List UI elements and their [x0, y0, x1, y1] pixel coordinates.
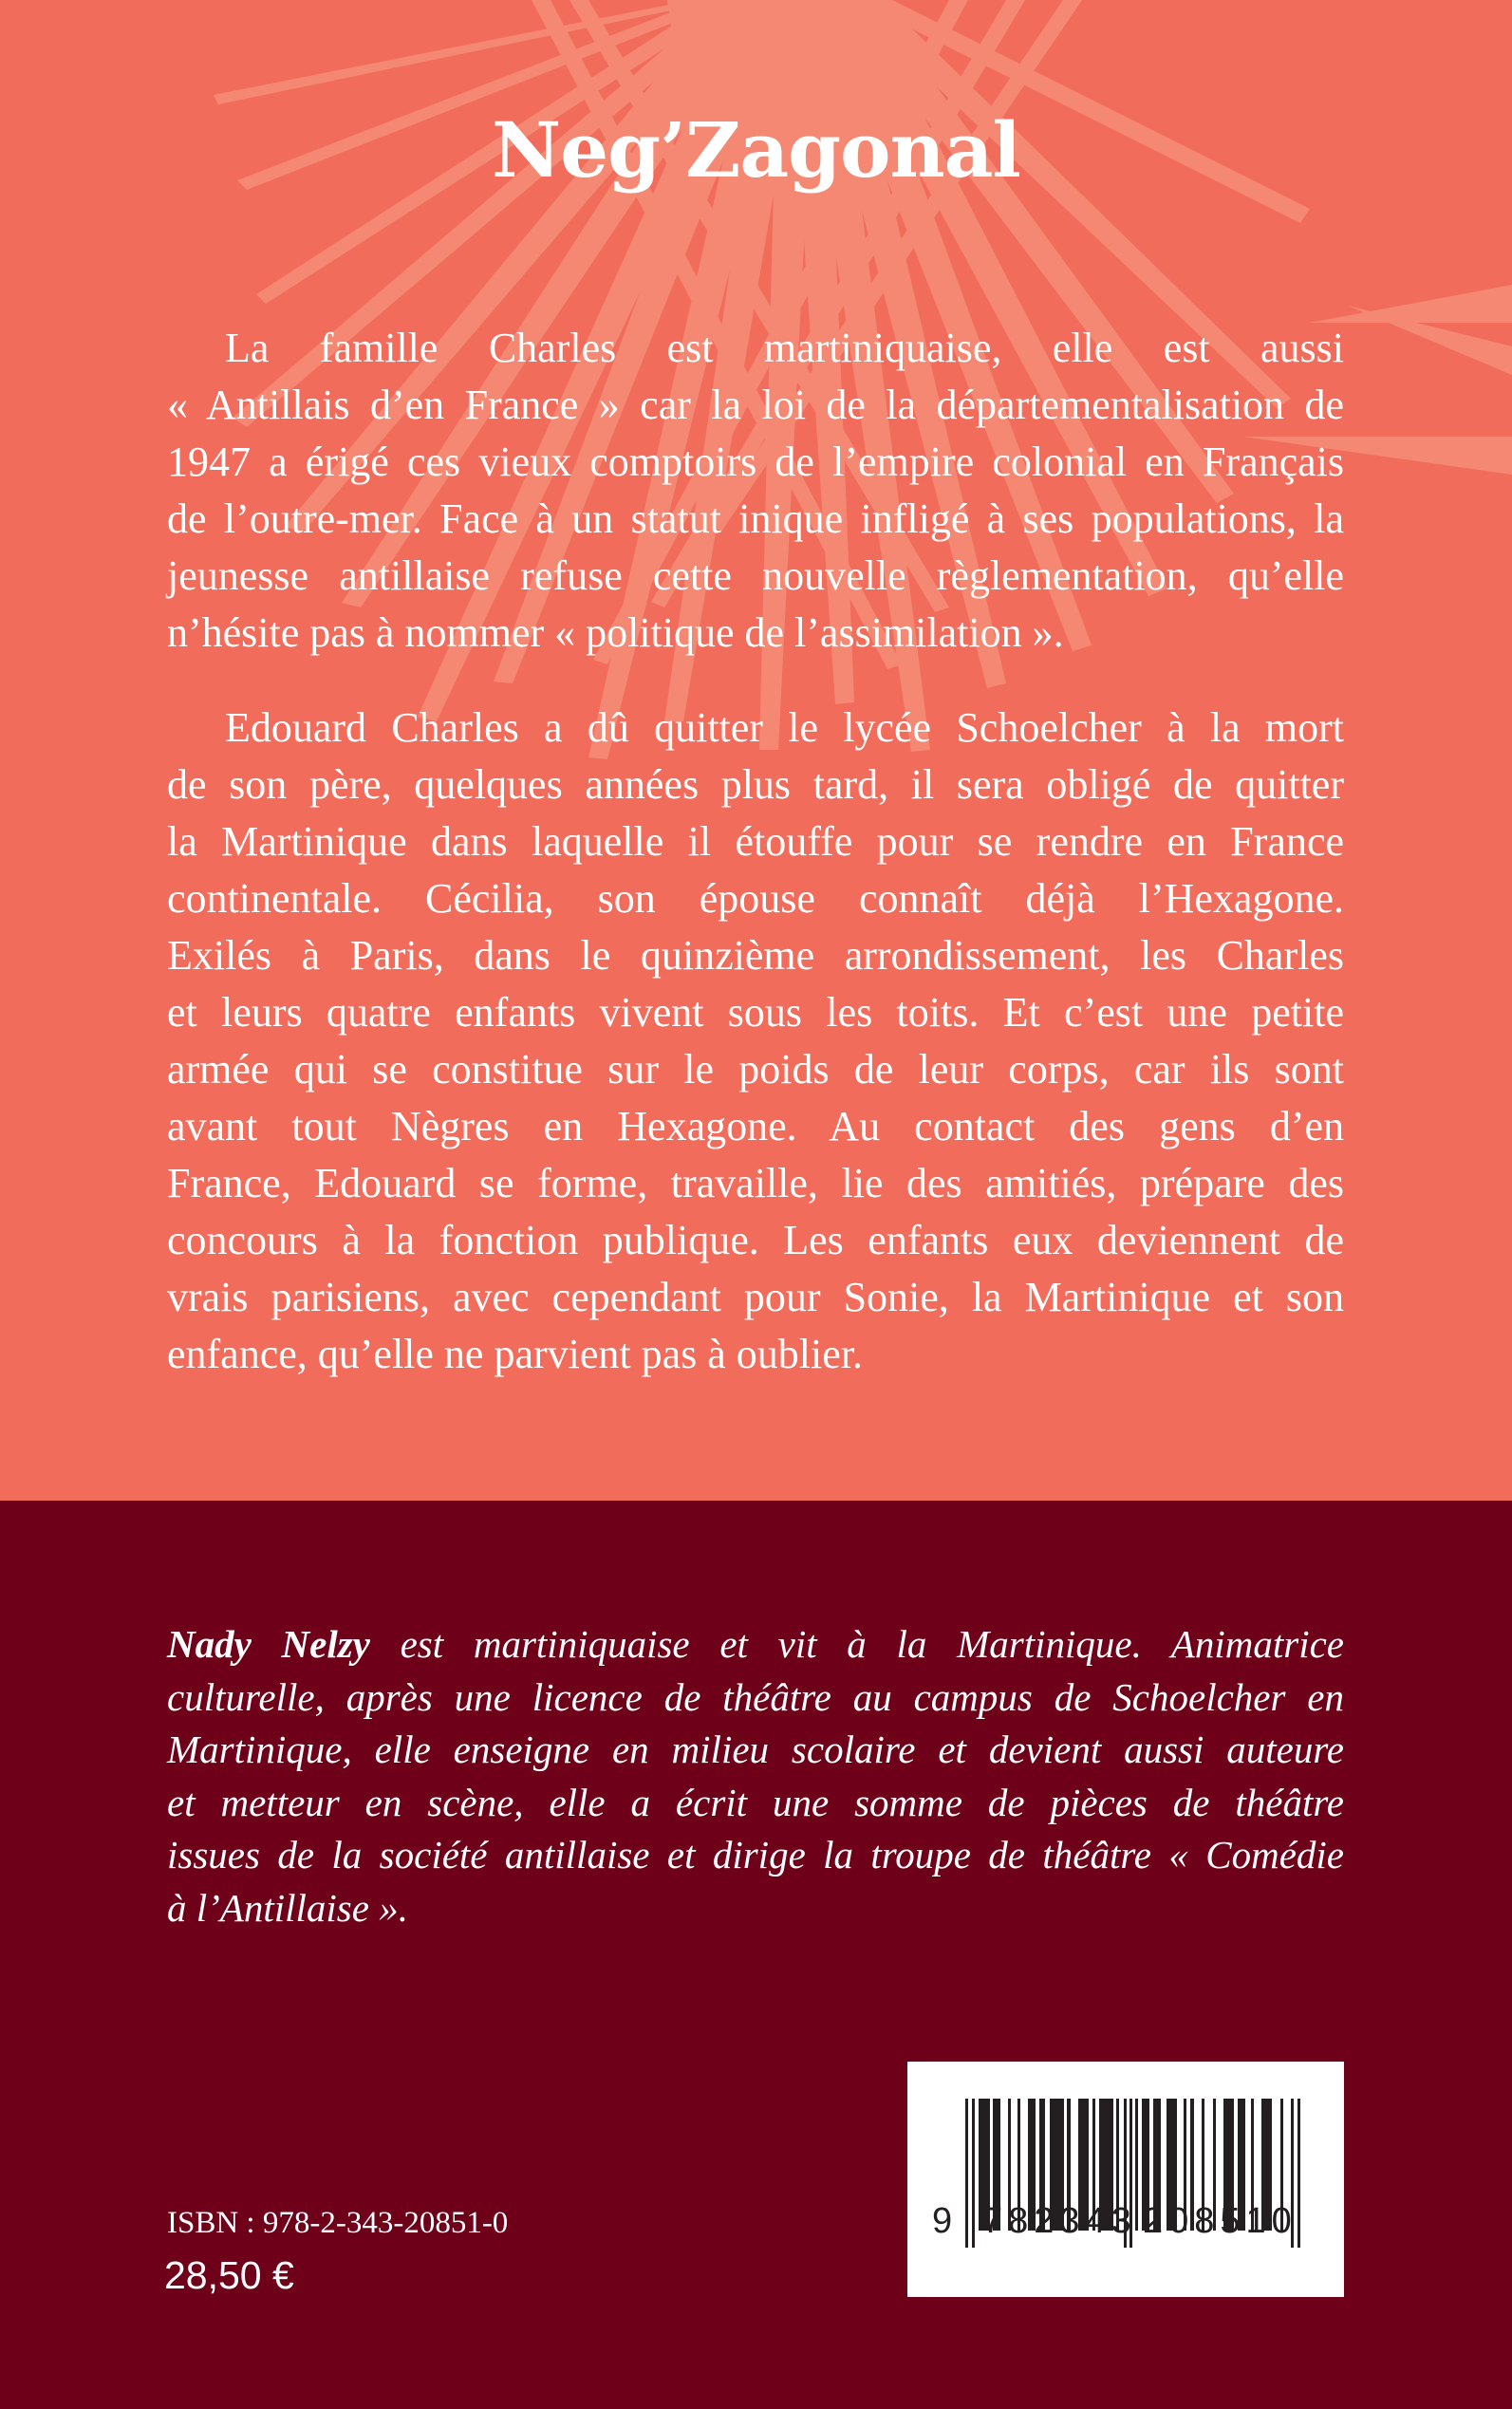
text-line: et metteur en scène, elle a écrit une somme de pièces de théâtre: [167, 1780, 1344, 1824]
text-line: 1947 a érigé ces vieux comptoirs de l’empire colonial en Français: [167, 439, 1344, 485]
text-line: et leurs quatre enfants vivent sous les toits. Et c’est une petite: [167, 989, 1344, 1036]
text-line: « Antillais d’en France » car la loi de la départementalisation de: [167, 382, 1344, 428]
text-line: Exilés à Paris, dans le quinzième arrondissement, les Charles: [167, 932, 1344, 979]
text-line: continentale. Cécilia, son épouse connaît déjà l’Hexagone.: [167, 875, 1344, 922]
text-line: de l’outre-mer. Face à un statut inique infligé à ses populations, la: [167, 495, 1344, 542]
barcode-right-group: 208510: [1143, 2201, 1297, 2241]
barcode-digits: [907, 2202, 1344, 2240]
barcode-lead-digit: 9: [932, 2201, 959, 2241]
text-line: la Martinique dans laquelle il étouffe pour se rendre en France: [167, 818, 1344, 865]
author-bio: [167, 1618, 1344, 1934]
text-line: La famille Charles est martiniquaise, elle est aussi: [225, 325, 1344, 371]
barcode-bars-icon: [907, 2062, 1344, 2297]
text-line: [167, 1618, 1344, 1671]
text-line: avant tout Nègres en Hexagone. Au contact des gens d’en: [167, 1103, 1344, 1149]
text-line: culturelle, après une licence de théâtre au campus de Schoelcher en: [167, 1674, 1344, 1719]
text-line: issues de la société antillaise et dirige la troupe de théâtre « Comédie: [167, 1833, 1344, 1877]
text-line: Martinique, elle enseigne en milieu scolaire et devient aussi auteure: [167, 1727, 1344, 1771]
text-line: Edouard Charles a dû quitter le lycée Schoelcher à la mort: [225, 704, 1344, 751]
summary-paragraph-2: [167, 700, 1344, 1383]
summary-paragraph-1: [167, 320, 1344, 662]
text-line: jeunesse antillaise refuse cette nouvelle règlementation, qu’elle: [167, 552, 1344, 599]
price-label: 28,50 €: [164, 2253, 294, 2297]
text-line: armée qui se constitue sur le poids de leur corps, car ils sont: [167, 1046, 1344, 1092]
barcode: [907, 2062, 1344, 2297]
text-line: enfance, qu’elle ne parvient pas à oublier.: [167, 1331, 864, 1377]
bio-text: est martiniquaise et vit à la Martinique. Animatrice: [369, 1622, 1344, 1666]
text-line: n’hésite pas à nommer « politique de l’assimilation ».: [167, 609, 1064, 656]
barcode-left-group: 782343: [982, 2201, 1137, 2241]
text-line: vrais parisiens, avec cependant pour Sonie, la Martinique et son: [167, 1274, 1344, 1320]
text-line: de son père, quelques années plus tard, il sera obligé de quitter: [167, 761, 1344, 808]
isbn-label: ISBN : 978-2-343-20851-0: [167, 2206, 509, 2240]
text-line: à l’Antillaise ».: [167, 1885, 408, 1930]
author-name: Nady Nelzy: [167, 1622, 370, 1666]
text-line: concours à la fonction publique. Les enfants eux deviennent de: [167, 1217, 1344, 1263]
text-line: France, Edouard se forme, travaille, lie des amitiés, prépare des: [167, 1160, 1344, 1206]
book-title: Neg’Zagonal: [492, 105, 1020, 195]
